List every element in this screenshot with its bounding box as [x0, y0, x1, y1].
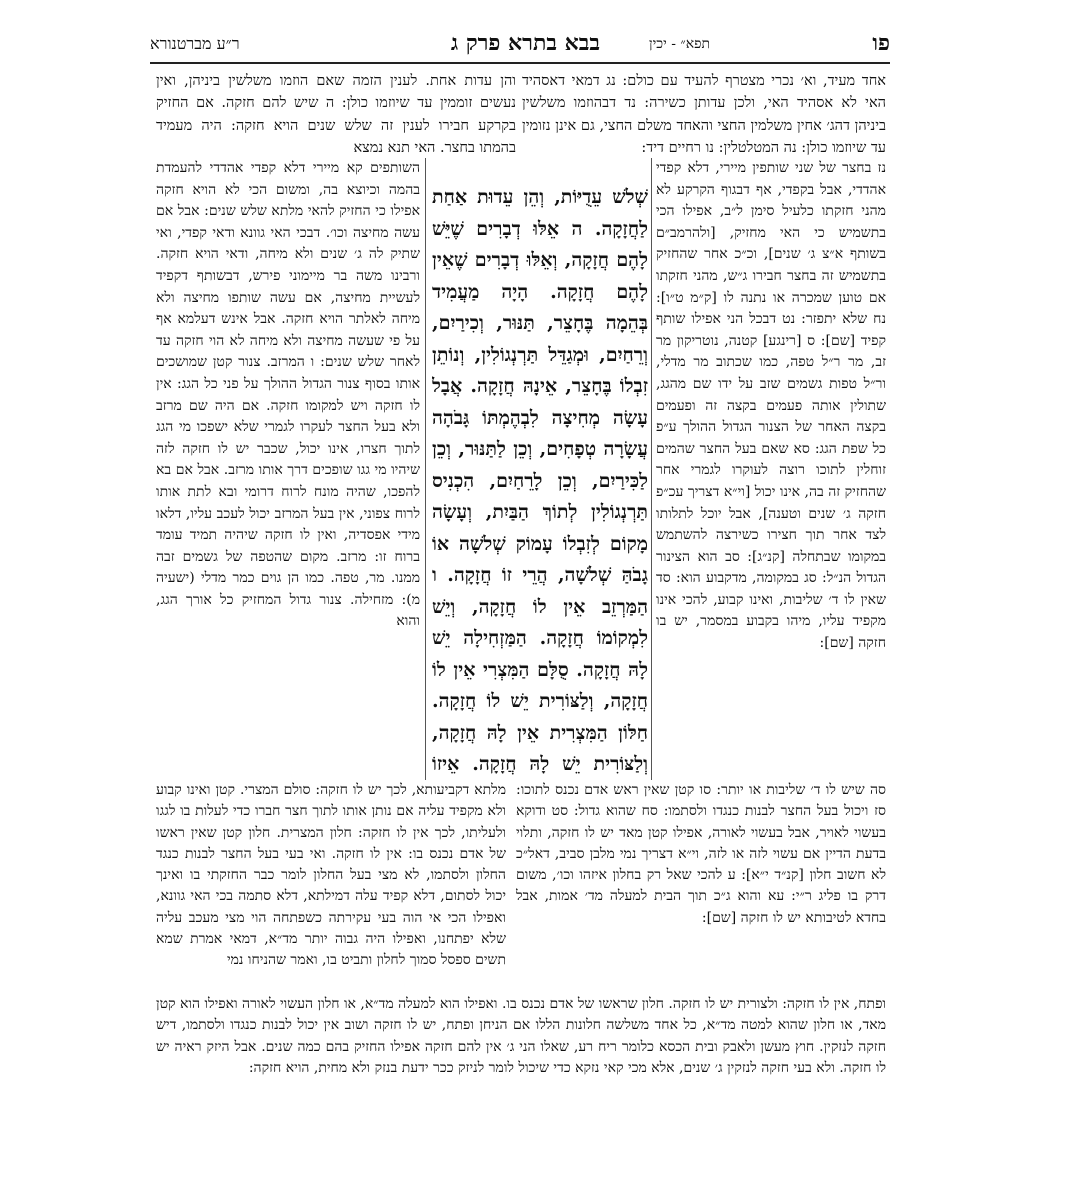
tiferet-yisrael-column: נז בחצר של שני שותפין מיירי, דלא קפדי אהדדי, אבל בקפדי, אף דבגוף הקרקע לא מהני חזקתו כלעיל סימן ל״ב, אפילו הכי בתשמיש כי האי מחזיק, [ולהרמב״ם בשותף א״צ ג׳ שנים], וכ״כ אחר שהחזיק בתשמיש זה בחצר חבירו ג״ש, מהני חזקתו אם טוען שמכרה או נתנה לו [ק״מ ט״ו]: נח שלא יתפזר: נט דבכל הני אפילו שותף קפיד [שם]: ס [רינגע] קטנה, נוטריקון מר זב, מר ר״ל טפה, כמו שכתוב מר מדלי, ור״ל טפות גשמים שזב על ידו שם מהגג, שתולין אותה פעמים בקצה זה ופעמים בקצה האחר של הצנור הגדול ההולך ע״פ כל שפת הגג: סא שאם בעל החצר שהמים זוחלין לתוכו רוצה לעוקרו לגמרי אחר שהחזיק זה בה, אינו יכול [וי״א דצריך עכ״פ חזקה ג׳ שנים וטענה], אבל יוכל לתלותו לצד אחר תוך חצירו כשירצה להשתמש במקומו שבתחלה [קנ״ג]: סב הוא הצינור הגדול הנ״ל: סג במקומה, מדקבוע הוא: סד שאין לו ד׳ שליבות, ואינו קבוע, להכי אינו מקפיד עליו, מיהו בקבוע במסמר, יש בו חזקה [שם]:: [656, 160, 886, 652]
tiferet-yisrael-top: אחד מעיד, וא׳ נכרי מצטרף להעיד עם כולם: נג דמאי דאסהיד האי לא אסהיד האי, ולכן עדותן כשירה: נד דבהוזמו משלשין ביניהן דהג׳ אחין משלמין החצי והאחד משלם החצי, גם אינן נזומין עד שיוזמו כולן: נה המטלטלין: נו רחיים דיד:: [522, 73, 886, 156]
column-divider: [425, 158, 426, 780]
mishnah-text: שְׁלשׁ עֵדֻיּוֹת, וְהֵן עֵדוּת אַחַת לַחֲזָקָה. ה אֵלּוּ דְבָרִים שֶׁיֵּשׁ לָהֶם חֲזָקָה, וְאֵלּוּ דְבָרִים שֶׁאֵין לָהֶם חֲזָקָה. הָיָה מַעֲמִיד בְּהֵמָה בֶּחָצֵר, תַּנּוּר, וְכִירַיִם, וְרֵחַיִם, וּמְגַדֵּל תַּרְנְגוֹלִין, וְנוֹתֵן זִבְלוֹ בֶּחָצֵר, אֵינָהּ חֲזָקָה. אֲבָל עָשָׂה מְחִיצָה לִבְהֶמְתּוֹ גָּבֹהָה עֲשָׂרָה טְפָחִים, וְכֵן לַתַּנּוּר, וְכֵן לַכִּירַיִם, וְכֵן לָרֵחַיִם, הִכְנִיס תַּרְנְגוֹלִין לְתוֹךְ הַבַּיִת, וְעָשָׂה מָקוֹם לְזִבְלוֹ עָמוֹק שְׁלשָׁה אוֹ גָבֹהַּ שְׁלשָׁה, הֲרֵי זוֹ חֲזָקָה. ו הַמַּרְזֵב אֵין לוֹ חֲזָקָה, וְיֵשׁ לִמְקוֹמוֹ חֲזָקָה. הַמַּזְחִילָה יֵשׁ לָהּ חֲזָקָה. סֻלָּם הַמִּצְרִי אֵין לוֹ חֲזָקָה, וְלַצּוֹרִית יֵשׁ לוֹ חֲזָקָה. חַלּוֹן הַמִּצְרִית אֵין לָהּ חֲזָקָה, וְלַצּוֹרִית יֵשׁ לָהּ חֲזָקָה. אֵיזוֹ: [432, 186, 648, 775]
bartenura-bottom: מלתא דקביעותא, לכך יש לו חזקה: סולם המצרי. קטן ואינו קבוע ולא מקפיד עליה אם נותן אותו לתוך חצר חברו כדי לעלות בו לגגו ולעליתו, לכך אין לו חזקה: חלון המצרית. חלון קטן שאין ראשו של אדם נכנס בו: אין לו חזקה. ואי בעי בעל החצר לבנות כנגד החלון ולסתמו, לא מצי בעל החלון לומר כבר החזקתי בו ואינך יכול לסתום, דלא קפיד עלה דמילתא, דלא סתמה בכי האי גוונא, ואפילו הכי אי הוה בעי עקירתה כשפתחה הוי מצי מעכב עליה שלא יפתחנו, ואפילו היה גבוה יותר מד״א, דמאי אמרת שמא תשים ספסל סמוך לחלון ותביט בו, ואמר שהניחו נמי: [156, 782, 506, 969]
bartenura-footer: ופתח, אין לו חזקה: ולצורית יש לו חזקה. חלון שראשו של אדם נכנס בו. ואפילו הוא למעלה מד״א, או חלון העשוי לאורה ואפילו הוא קטן מאד, או חלון שהוא למטה מד״א, כל אחד משלשה חלונות הללו אם הניחן ופתח, יש לו חזקה ושוב אין יכול לבנות כנגדו ולסתמו, דיש חזקה לנזקין. חוץ מעשן ולאבק ובית הכסא כלומר ריח רע, שאלו הני ג׳ אין להם חזקה אפילו החזיק בהם כמה שנים. אבל היזק ראיה יש לו חזקה. ולא בעי חזקה לנזקין ג׳ שנים, אלא מכי קאי נזקא כדי שיכול לומר לניזק ככר ידעת בנזק ולא מחית, הויא חזקה:: [156, 996, 886, 1077]
page-header: [150, 30, 890, 60]
bartenura-column: השותפים קא מיירי דלא קפדי אהדדי להעמדת בהמה וכיוצא בה, ומשום הכי לא הויא חזקה אפילו כי החזיק להאי מלתא שלש שנים: אבל אם עשה מחיצה וכו׳. דבכי האי גוונא ודאי קפדי, ואי שתיק לה ג׳ שנים ולא מיחה, ודאי הויא חזקה. ורבינו משה בר מיימוני פירש, דבשותף דקפיד לעשיית מחיצה, אם עשה שותפו מחיצה ולא מיחה לאלתר הויא חזקה. אבל אינש דעלמא אף על פי שעשה מחיצה ולא מיחה לא הוי חזקה עד לאחר שלש שנים: ו המרזב. צנור קטן שמושכים אותו בסוף צנור הגדול ההולך על פני כל הגג: אין לו חזקה ויש למקומו חזקה. אם היה שם מרזב ולא בעל החצר לעקרו לגמרי שלא ישפכו מי הגג לתוך חצרו, אינו יכול, שכבר יש לו חזקה לזה שיהיו מי גגו שופכים דרך אותו מרזב. אבל אם בא להפכו, שהיה מונח לרוח דרומי ובא לתת אותו לרוח צפוני, אין בעל המרזב יכול לעכב עליו, דלאו מידי אפסדיה, ואין לו חזקה שיהיה תמיד עומד ברוח זו: מרזב. מקום שהטפה של גשמים זבה ממנו. מר, טפה. כמו הן גוים כמר מדלי (ישעיה מ): מזחילה. צנור גדול המחזיק כל אורך הגג, והוא: [156, 160, 420, 630]
tractate-title: בבא בתרא פרק ג: [450, 30, 600, 56]
page-number-label: פו: [872, 30, 890, 56]
running-range: תפא״ - יכין: [649, 36, 710, 52]
header-rule: [150, 62, 890, 64]
column-divider: [651, 158, 652, 780]
commentary-title: ר״ע מברטנורא: [150, 34, 240, 53]
bartenura-top: והן עדות אחת. לענין הזמה שאם הוזמו משלשין ביניהן, ואין נעשים זוממין עד שיוזמו כולן: ה שיש להם חזקה. אם החזיק בקרקע חבירו לענין זה שלש שנים הויא חזקה: היה מעמיד בהמתו בחצר. האי תנא נמצא: [156, 73, 516, 156]
tiferet-yisrael-bottom: סה שיש לו ד׳ שליבות או יותר: סו קטן שאין ראש אדם נכנס לתוכו: סז ויכול בעל החצר לבנות כנגדו ולסתמו: סח שהוא גדול: סט ודוקא בעשוי לאויר, אבל בעשוי לאורה, אפילו קטן מאד יש לו חזקה, ותלוי בדעת הדיין אם עשוי לזה או לזה, וי״א דצריך נמי מלבן סביב, דאל״כ לא חשוב חלון [קנ״ד י״א]: ע להכי שאל רק בחלון איזהו וכו׳, משום דרק בו פליג ר״י: עא והוא ג״כ תוך הבית למעלה מד׳ אמות, אבל בחדא לטיבותא יש לו חזקה [שם]:: [516, 782, 886, 926]
